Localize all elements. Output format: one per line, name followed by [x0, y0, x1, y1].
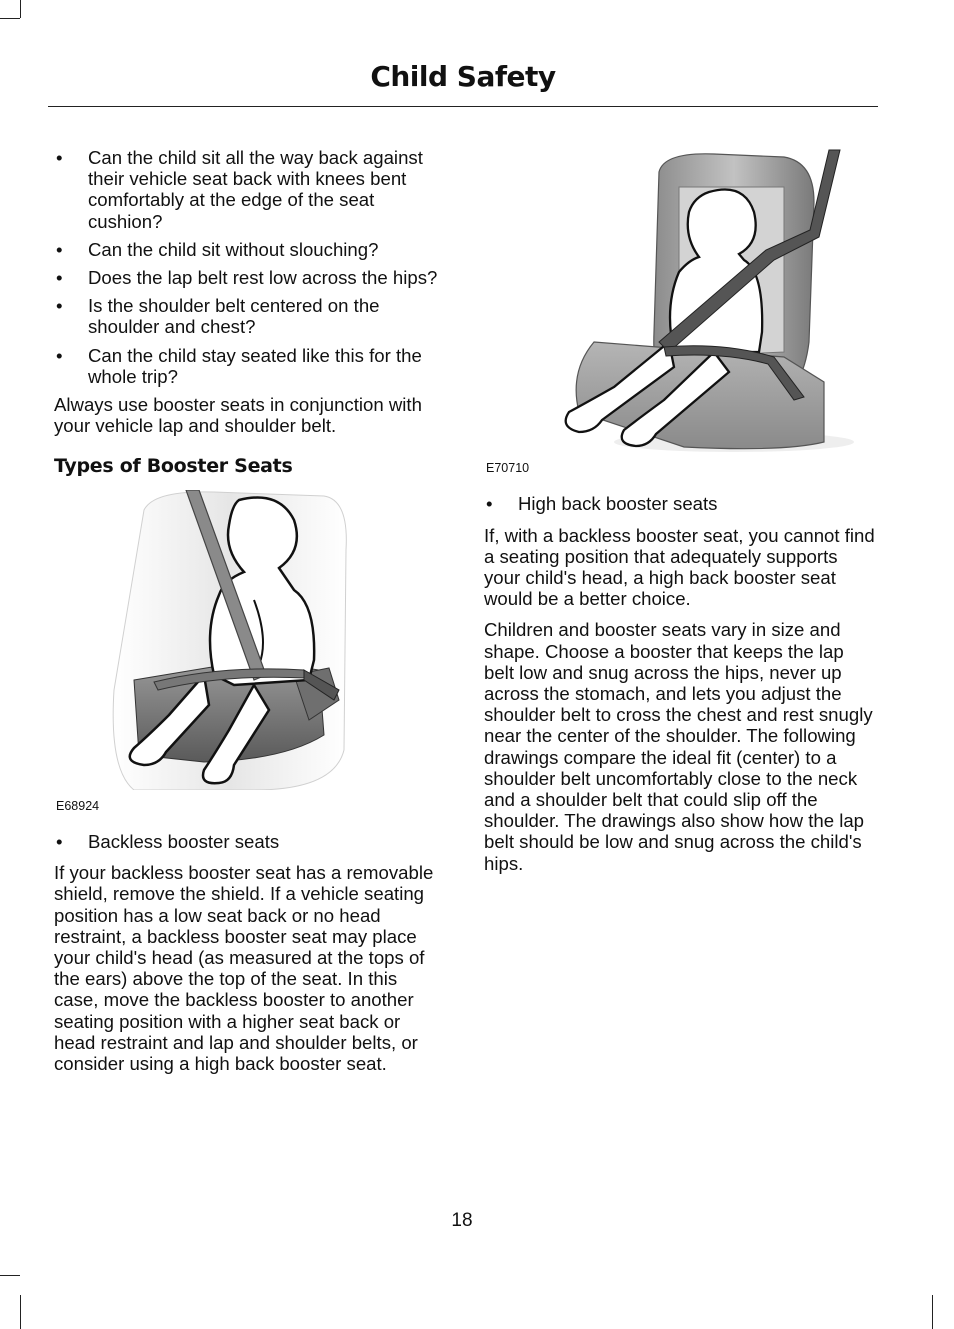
crop-mark-bottom-right-vertical [932, 1295, 933, 1329]
figure-backless-booster [54, 490, 446, 817]
highback-bullet-list [484, 493, 876, 514]
crop-mark-bottom-left-vertical [20, 1295, 21, 1329]
left-column [54, 147, 446, 1084]
bullet-icon: • [486, 493, 493, 515]
checklist [54, 147, 446, 387]
bullet-icon: • [56, 344, 63, 366]
list-item: • Does the lap belt rest low across the hips? [56, 267, 438, 289]
bullet-icon: • [56, 295, 63, 317]
title-divider [48, 106, 878, 107]
bullet-icon: • [56, 147, 63, 168]
page-title: Child Safety [370, 60, 556, 93]
list-item: • Backless booster seats [56, 831, 280, 853]
list-item: • Can the child sit without slouching? [56, 238, 379, 260]
bullet-icon: • [56, 831, 63, 853]
backless-paragraph: If your backless booster seat has a removable shield, remove the shield. If a vehicle seating position has a low seat back or no head restraint, a backless booster seat may place your child's head (as measured at the tops of the ears) above the top of the seat. In this case, move the backless booster to another seating position with a higher seat back or head restraint and lap and shoulder belts, or consider using a high back booster seat. [54, 862, 434, 1075]
bullet-icon: • [56, 267, 63, 289]
page-number: 18 [451, 1210, 473, 1231]
right-column [484, 142, 876, 884]
figure-code: E70710 [486, 461, 530, 476]
intro-paragraph: Always use booster seats in conjunction with your vehicle lap and shoulder belt. [54, 394, 422, 437]
backless-booster-illustration [54, 490, 446, 790]
figure-code: E68924 [56, 798, 100, 813]
list-item: • Can the child sit all the way back against their vehicle seat back with knees bent comfortably at the edge of the seat cushion? [56, 147, 423, 232]
list-item: • Is the shoulder belt centered on the shoulder and chest? [56, 295, 380, 338]
section-heading: Types of Booster Seats [54, 455, 293, 478]
list-item: • High back booster seats [486, 493, 718, 515]
backless-bullet-list [54, 831, 446, 852]
list-item: • Can the child stay seated like this for the whole trip? [56, 344, 422, 387]
highback-booster-illustration [484, 142, 876, 452]
crop-mark-bottom-left [0, 1275, 20, 1276]
crop-mark-top-left [0, 18, 20, 19]
highback-paragraph-1: If, with a backless booster seat, you cannot find a seating position that adequately supports your child's head, a high back booster seat would be a better choice. [484, 524, 875, 610]
figure-highback-booster [484, 142, 876, 479]
crop-mark-top-left-vertical [20, 0, 21, 18]
highback-paragraph-2: Children and booster seats vary in size and shape. Choose a booster that keeps the lap belt low and snug across the hips, never up across the stomach, and lets you adjust the shoulder belt to cross the chest and rest snugly near the center of the shoulder. The following drawings compare the ideal fit (center) to a shoulder belt uncomfortably close to the neck and a shoulder belt that could slip off the shoulder. The drawings also show how the lap belt should be low and snug across the child's hips. [484, 619, 873, 874]
bullet-icon: • [56, 238, 63, 260]
